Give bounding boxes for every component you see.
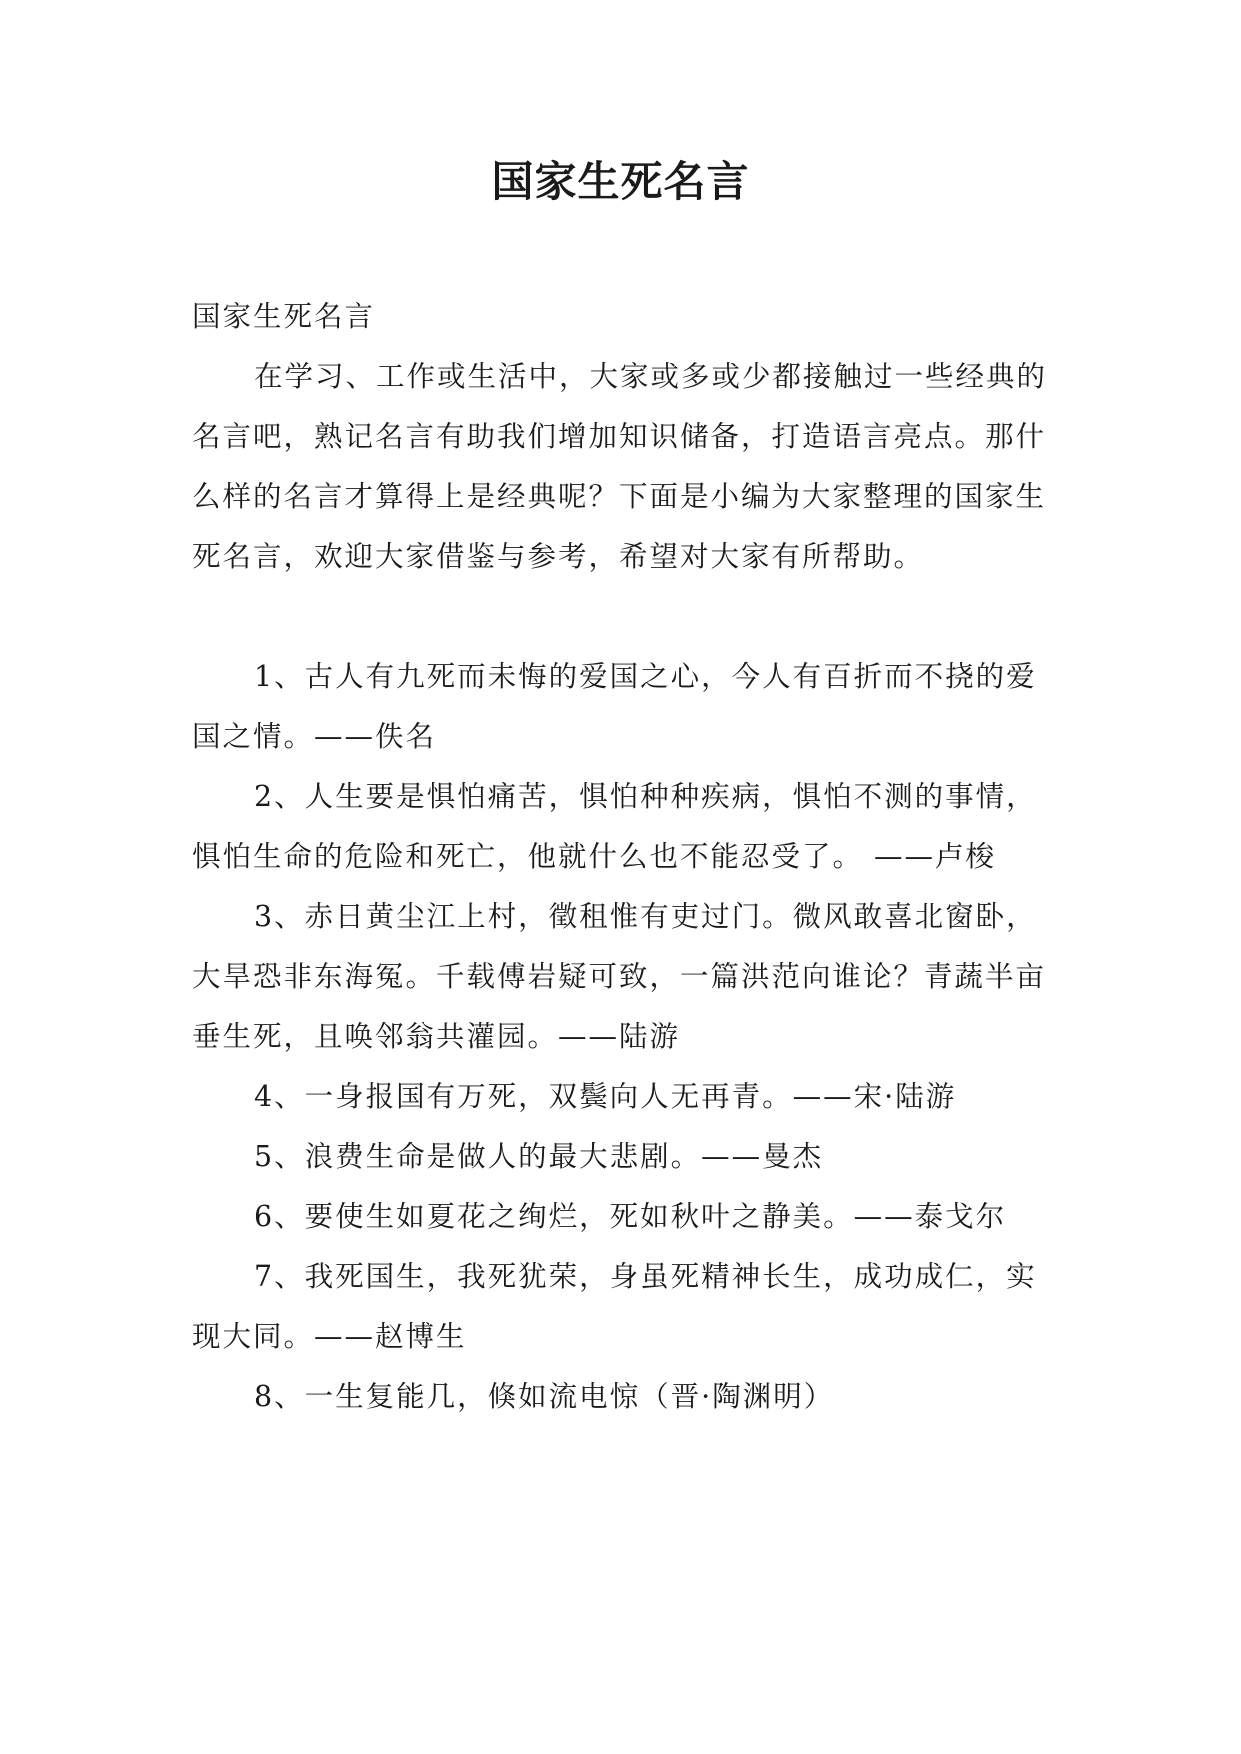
quote-item: 2、人生要是惧怕痛苦，惧怕种种疾病，惧怕不测的事情，惧怕生命的危险和死亡，他就什么也不能忍受了。 ——卢梭: [192, 780, 1037, 873]
quote-item: 3、赤日黄尘江上村，徵租惟有吏过门。微风敢喜北窗卧，大旱恐非东海冤。千载傅岩疑可致，一篇洪范向谁论？青蔬半亩垂生死，且唤邻翁共灌园。——陆游: [192, 900, 1047, 1053]
quote-item: 1、古人有九死而未悔的爱国之心，今人有百折而不挠的爱国之情。——佚名: [192, 660, 1037, 753]
quote-item: 7、我死国生，我死犹荣，身虽死精神长生，成功成仁，实现大同。——赵博生: [192, 1260, 1037, 1353]
quote-item: 5、浪费生命是做人的最大悲剧。——曼杰: [254, 1140, 824, 1173]
document-body: [192, 287, 1060, 1427]
quote-item: 6、要使生如夏花之绚烂，死如秋叶之静美。——泰戈尔: [254, 1200, 1007, 1233]
intro-paragraph: 在学习、工作或生活中，大家或多或少都接触过一些经典的名言吧，熟记名言有助我们增加知识储备，打造语言亮点。那什么样的名言才算得上是经典呢？下面是小编为大家整理的国家生死名言，欢迎大家借鉴与参考，希望对大家有所帮助。: [192, 360, 1048, 573]
quote-item: 4、一身报国有万死，双鬓向人无再青。——宋·陆游: [254, 1080, 957, 1113]
document-title: 国家生死名言: [491, 157, 750, 206]
document-subtitle: 国家生死名言: [192, 300, 376, 333]
quote-item: 8、一生复能几，倏如流电惊（晋·陶渊明）: [254, 1380, 835, 1413]
paragraph-spacer: [192, 587, 1060, 647]
